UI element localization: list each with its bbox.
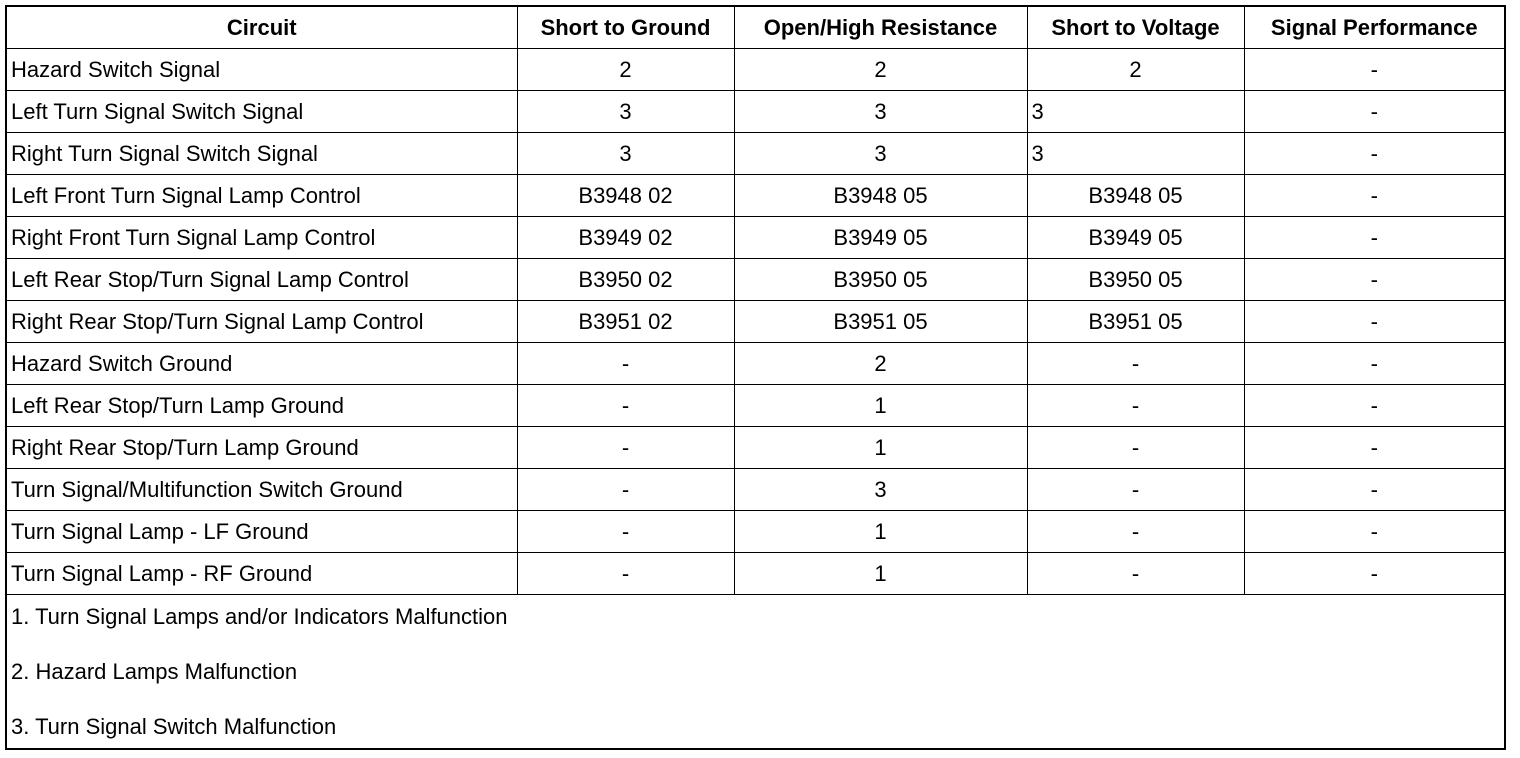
circuit-cell: Right Turn Signal Switch Signal <box>7 133 517 175</box>
signal-performance-cell: - <box>1244 553 1504 595</box>
open-high-resistance-cell: 3 <box>734 133 1027 175</box>
signal-performance-cell: - <box>1244 385 1504 427</box>
open-high-resistance-cell: B3949 05 <box>734 217 1027 259</box>
note-item: 3. Turn Signal Switch Malfunction <box>11 714 337 739</box>
short-to-ground-cell: B3951 02 <box>517 301 734 343</box>
circuit-cell: Left Front Turn Signal Lamp Control <box>7 175 517 217</box>
signal-performance-cell: - <box>1244 91 1504 133</box>
signal-performance-cell: - <box>1244 301 1504 343</box>
circuit-cell: Left Rear Stop/Turn Signal Lamp Control <box>7 259 517 301</box>
short-to-ground-cell: - <box>517 427 734 469</box>
short-to-ground-cell: - <box>517 553 734 595</box>
open-high-resistance-cell: 1 <box>734 553 1027 595</box>
table-row <box>7 469 1504 511</box>
short-to-ground-cell: - <box>517 469 734 511</box>
table-row <box>7 49 1504 91</box>
signal-performance-cell: - <box>1244 49 1504 91</box>
short-to-ground-cell: 2 <box>517 49 734 91</box>
diagnostic-table-frame <box>5 5 1506 750</box>
signal-performance-cell: - <box>1244 133 1504 175</box>
short-to-ground-cell: - <box>517 511 734 553</box>
signal-performance-cell: - <box>1244 511 1504 553</box>
short-to-voltage-cell: B3950 05 <box>1027 259 1244 301</box>
table-row <box>7 511 1504 553</box>
short-to-ground-cell: B3949 02 <box>517 217 734 259</box>
table-row <box>7 175 1504 217</box>
table-row <box>7 133 1504 175</box>
circuit-cell: Turn Signal/Multifunction Switch Ground <box>7 469 517 511</box>
open-high-resistance-cell: 1 <box>734 427 1027 469</box>
short-to-voltage-cell: B3948 05 <box>1027 175 1244 217</box>
table-row <box>7 301 1504 343</box>
table-row <box>7 385 1504 427</box>
open-high-resistance-cell: 1 <box>734 511 1027 553</box>
short-to-ground-cell: B3950 02 <box>517 259 734 301</box>
circuit-cell: Hazard Switch Signal <box>7 49 517 91</box>
circuit-cell: Turn Signal Lamp - RF Ground <box>7 553 517 595</box>
note-item: 1. Turn Signal Lamps and/or Indicators Malfunction <box>11 604 508 629</box>
short-to-voltage-cell: 3 <box>1027 133 1244 175</box>
table-row <box>7 427 1504 469</box>
open-high-resistance-cell: 2 <box>734 49 1027 91</box>
notes-cell <box>7 595 1504 756</box>
signal-performance-cell: - <box>1244 343 1504 385</box>
short-to-voltage-cell: 3 <box>1027 91 1244 133</box>
short-to-voltage-cell: - <box>1027 511 1244 553</box>
short-to-voltage-cell: 2 <box>1027 49 1244 91</box>
short-to-voltage-cell: - <box>1027 385 1244 427</box>
header-open-high-resistance: Open/High Resistance <box>734 7 1027 49</box>
open-high-resistance-cell: B3951 05 <box>734 301 1027 343</box>
short-to-voltage-cell: - <box>1027 553 1244 595</box>
short-to-ground-cell: 3 <box>517 91 734 133</box>
circuit-cell: Left Turn Signal Switch Signal <box>7 91 517 133</box>
circuit-cell: Right Rear Stop/Turn Signal Lamp Control <box>7 301 517 343</box>
short-to-voltage-cell: - <box>1027 343 1244 385</box>
short-to-ground-cell: 3 <box>517 133 734 175</box>
open-high-resistance-cell: B3950 05 <box>734 259 1027 301</box>
open-high-resistance-cell: 3 <box>734 469 1027 511</box>
notes-row <box>7 595 1504 756</box>
circuit-cell: Right Rear Stop/Turn Lamp Ground <box>7 427 517 469</box>
open-high-resistance-cell: 1 <box>734 385 1027 427</box>
short-to-voltage-cell: B3951 05 <box>1027 301 1244 343</box>
circuit-cell: Left Rear Stop/Turn Lamp Ground <box>7 385 517 427</box>
table-row <box>7 553 1504 595</box>
table-row <box>7 259 1504 301</box>
signal-performance-cell: - <box>1244 259 1504 301</box>
short-to-ground-cell: B3948 02 <box>517 175 734 217</box>
circuit-cell: Turn Signal Lamp - LF Ground <box>7 511 517 553</box>
signal-performance-cell: - <box>1244 469 1504 511</box>
signal-performance-cell: - <box>1244 217 1504 259</box>
header-short-to-voltage: Short to Voltage <box>1027 7 1244 49</box>
header-row <box>7 7 1504 49</box>
circuit-diagnostic-table <box>7 7 1504 755</box>
table-row <box>7 91 1504 133</box>
table-row <box>7 217 1504 259</box>
open-high-resistance-cell: 3 <box>734 91 1027 133</box>
circuit-cell: Right Front Turn Signal Lamp Control <box>7 217 517 259</box>
open-high-resistance-cell: B3948 05 <box>734 175 1027 217</box>
header-short-to-ground: Short to Ground <box>517 7 734 49</box>
table-row <box>7 343 1504 385</box>
short-to-ground-cell: - <box>517 343 734 385</box>
note-item: 2. Hazard Lamps Malfunction <box>11 659 298 684</box>
signal-performance-cell: - <box>1244 175 1504 217</box>
header-signal-performance: Signal Performance <box>1244 7 1504 49</box>
short-to-ground-cell: - <box>517 385 734 427</box>
short-to-voltage-cell: - <box>1027 427 1244 469</box>
short-to-voltage-cell: - <box>1027 469 1244 511</box>
circuit-cell: Hazard Switch Ground <box>7 343 517 385</box>
signal-performance-cell: - <box>1244 427 1504 469</box>
header-circuit: Circuit <box>7 7 517 49</box>
short-to-voltage-cell: B3949 05 <box>1027 217 1244 259</box>
open-high-resistance-cell: 2 <box>734 343 1027 385</box>
